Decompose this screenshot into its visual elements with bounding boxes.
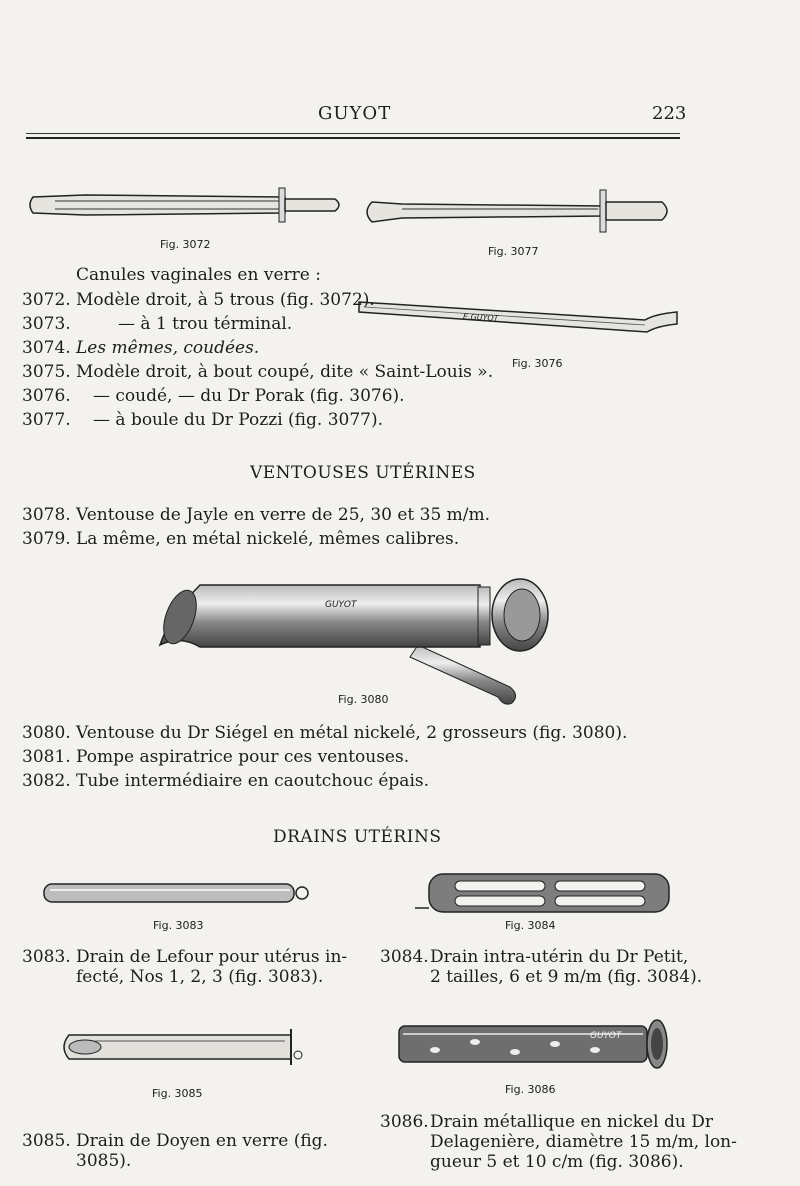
item-text: — à boule du Dr Pozzi (fig. 3077). [93, 410, 384, 430]
cannula-3076-illustration [355, 300, 685, 340]
item-text-line1: Drain intra-utérin du Dr Petit, [430, 947, 689, 967]
item-text-line2: fecté, Nos 1, 2, 3 (fig. 3083). [76, 967, 324, 987]
caption-fig-3084: Fig. 3084 [505, 919, 556, 932]
item-text: Modèle droit, à bout coupé, dite « Saint-Louis ». [76, 362, 494, 382]
item-number: 3078. [22, 505, 71, 525]
caption-fig-3083: Fig. 3083 [153, 919, 204, 932]
item-text: — coudé, — du Dr Porak (fig. 3076). [93, 386, 405, 406]
item-text: La même, en métal nickelé, mêmes calibres. [76, 529, 460, 549]
item-number: 3072. [22, 290, 71, 310]
caption-fig-3077: Fig. 3077 [488, 245, 539, 258]
caption-fig-3080: Fig. 3080 [338, 693, 389, 706]
page-number: 223 [652, 103, 687, 124]
caption-fig-3086: Fig. 3086 [505, 1083, 556, 1096]
item-text-line2: Delagenière, diamètre 15 m/m, lon- [430, 1132, 737, 1152]
item-text: — à 1 trou términal. [118, 314, 293, 334]
ventouse-3080-illustration [160, 575, 560, 705]
drain-3085-illustration [55, 1025, 305, 1070]
engraving-3076: E.GUYOT [462, 312, 499, 323]
item-number: 3084. [380, 947, 429, 967]
header-rule [26, 133, 680, 134]
drain-3083-illustration [40, 880, 312, 910]
item-number: 3076. [22, 386, 71, 406]
item-number: 3075. [22, 362, 71, 382]
item-number: 3073. [22, 314, 71, 334]
item-text: Pompe aspiratrice pour ces ventouses. [76, 747, 410, 767]
engraving-3086: GUYOT [590, 1031, 622, 1041]
running-title: GUYOT [318, 103, 392, 124]
caption-fig-3085: Fig. 3085 [152, 1087, 203, 1100]
drain-3086-illustration [395, 1018, 673, 1070]
item-text: Tube intermédiaire en caoutchouc épais. [76, 771, 430, 791]
item-text: Ventouse de Jayle en verre de 25, 30 et 35 m/m. [76, 505, 491, 525]
item-text-line2: 2 tailles, 6 et 9 m/m (fig. 3084). [430, 967, 703, 987]
item-text: Ventouse du Dr Siégel en métal nickelé, 2 grosseurs (fig. 3080). [76, 723, 628, 743]
item-number: 3074. [22, 338, 71, 358]
item-number: 3085. [22, 1131, 71, 1151]
item-text: Modèle droit, à 5 trous (fig. 3072). [76, 290, 375, 310]
item-number: 3080. [22, 723, 71, 743]
engraving-3080: GUYOT [325, 600, 357, 610]
header-rule-thick [26, 137, 680, 139]
section-title-drains: DRAINS UTÉRINS [273, 827, 442, 847]
item-text: Les mêmes, coudées. [76, 338, 260, 358]
item-text-line2: 3085). [76, 1151, 132, 1171]
item-number: 3086. [380, 1112, 429, 1132]
item-text-line1: Drain métallique en nickel du Dr [430, 1112, 713, 1132]
item-text-line1: Drain de Lefour pour utérus in- [76, 947, 348, 967]
item-number: 3083. [22, 947, 71, 967]
cannula-3077-illustration [362, 188, 674, 236]
item-text-line1: Drain de Doyen en verre (fig. [76, 1131, 328, 1151]
cannula-3072-illustration [25, 185, 345, 230]
section1-intro: Canules vaginales en verre : [76, 265, 321, 285]
item-number: 3079. [22, 529, 71, 549]
item-text-line3: gueur 5 et 10 c/m (fig. 3086). [430, 1152, 684, 1172]
section-title-ventouses: VENTOUSES UTÉRINES [250, 463, 476, 483]
item-number: 3077. [22, 410, 71, 430]
item-number: 3082. [22, 771, 71, 791]
drain-3084-illustration [415, 868, 677, 918]
caption-fig-3076: Fig. 3076 [512, 357, 563, 370]
item-number: 3081. [22, 747, 71, 767]
caption-fig-3072: Fig. 3072 [160, 238, 211, 251]
